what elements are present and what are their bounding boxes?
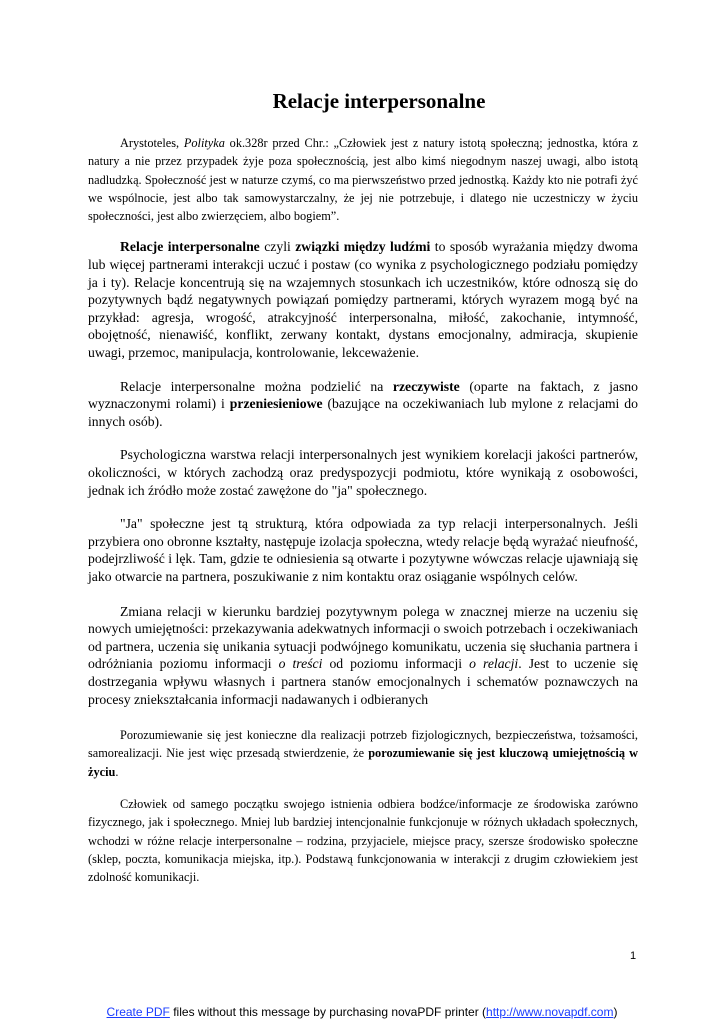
quote-author: Arystoteles, [120, 136, 184, 150]
quote-work-title: Polityka [183, 136, 225, 150]
paragraph-change [88, 603, 638, 709]
quote-text: ok.328r przed Chr.: „Człowiek jest z natury istotą społeczną; jednostka, która z natury a nie przez przypadek żyje poza społecznością, jest albo kimś niegodnym naszej uwagi, albo istotą nadludzką. Społeczność jest w naturze czymś, co ma pierwszeństwo przed jednostką. Każdy kto nie potrafi żyć we wspólnocie, jest albo tak samowystarczalny, że jej nie potrzebuje, i dlatego nie uczestniczy w życiu społeczności, jest albo zwierzęciem, albo bogiem”. [88, 136, 638, 224]
term-relacje: Relacje interpersonalne [120, 239, 260, 255]
paragraph-definition [88, 238, 638, 361]
term-rzeczywiste: rzeczywiste [392, 378, 460, 394]
document-title: Relacje interpersonalne [272, 89, 486, 113]
pdf-footer [0, 1005, 724, 1019]
term-o-relacji: o relacji [469, 656, 519, 672]
paragraph-psychological-layer: Psychologiczna warstwa relacji interpersonalnych jest wynikiem korelacji jakości partnerów, okoliczności, w których zachodzą oraz predyspozycji podmiotu, które wynikają z osobowości, jednak ich źródło może zostać zawężone do "ja" społecznego. [88, 447, 638, 498]
paragraph-text: (oparte na faktach, z jasno wyznaczonymi rolami) i [88, 378, 638, 412]
term-przeniesieniowe: przeniesieniowe [229, 396, 323, 412]
paragraph-text: . Jest to uczenie się dostrzegania wpływu własnych i partnera stanów emocjonalnych i schematów poznawczych na procesy zniekształcania informacji nadawanych i odbieranych [88, 656, 638, 707]
create-pdf-link[interactable]: Create PDF [106, 1005, 170, 1019]
paragraph-text: od poziomu informacji [322, 656, 470, 672]
paragraph-text: Porozumiewanie się jest konieczne dla realizacji potrzeb fizjologicznych, bezpieczeństwa, tożsamości, samorealizacji. Nie jest więc przesadą stwierdzenie, że [88, 728, 638, 761]
paragraph-social-self: "Ja" społeczne jest tą strukturą, która odpowiada za typ relacji interpersonalnych. Jeśli przybiera ono obronne kształty, następuje izolacja społeczna, wtedy relacje będą wyrażać nieufność, podejrzliwość i lęk. Tam, gdzie te odniesienia są otwarte i pozytywne wówczas relacje ujawniają się jako otwarcie na partnera, poszukiwanie z nim kontaktu oraz osiąganie wspólnych celów. [88, 516, 638, 584]
paragraph-text: . [115, 764, 119, 779]
paragraph-text: Zmiana relacji w kierunku bardziej pozytywnym polega w znacznej mierze na uczeniu się nowych umiejętności: przekazywania adekwatnych informacji o swoich potrzebach i oczekiwaniach od partnera, uczenia się unikania sytuacji podwójnego komunikatu, uczenia się słuchania partnera i odróżniania poziomu informacji [88, 603, 638, 672]
novapdf-link[interactable]: http://www.novapdf.com [486, 1005, 614, 1019]
term-zwiazki: związki między ludźmi [295, 239, 431, 255]
key-statement: porozumiewanie się jest kluczową umiejętnością w życiu [88, 746, 638, 779]
footer-text: files without this message by purchasing novaPDF printer ( [169, 1005, 487, 1019]
page-number: 1 [630, 950, 637, 962]
paragraph-text: Relacje interpersonalne można podzielić na [120, 378, 393, 394]
paragraph-communication [88, 726, 638, 781]
footer-text-end: ) [613, 1005, 618, 1019]
paragraph-text: czyli [259, 239, 296, 255]
paragraph-text: (bazujące na oczekiwaniach lub mylone z relacjami do innych osób). [88, 396, 638, 429]
paragraph-aristotle-quote [88, 134, 638, 225]
document-page [88, 88, 638, 887]
paragraph-types [88, 378, 638, 431]
paragraph-text: to sposób wyrażania między dwoma lub więcej partnerami interakcji uczuć i postaw (co wynika z psychologicznego podziału pomiędzy ja i ty). Relacje koncentrują się na wzajemnych stosunkach ich uczestników, które odnoszą się do pozytywnych bądź negatywnych powiązań pomiędzy partnerami, których wyrazem mogą być na przykład: agresja, wrogość, atrakcyjność interpersonalna, miłość, zakochanie, intymność, obojętność, nienawiść, konflikt, zerwany kontakt, dystans emocjonalny, admiracja, skupienie uwagi, przemoc, manipulacja, kontrolowanie, lekceważenie. [88, 239, 638, 361]
term-o-tresci: o treści [278, 656, 323, 672]
paragraph-human: Człowiek od samego początku swojego istnienia odbiera bodźce/informacje ze środowiska zarówno fizycznego, jak i społecznego. Mniej lub bardziej intencjonalnie funkcjonuje w różnych układach społecznych, wchodzi w różne relacje interpersonalne – rodzina, przyjaciele, miejsce pracy, szersze środowisko społeczne (sklep, poczta, komunikacja miejska, itp.). Podstawą funkcjonowania w interakcji z drugim człowiekiem jest zdolność komunikacji. [88, 797, 638, 885]
